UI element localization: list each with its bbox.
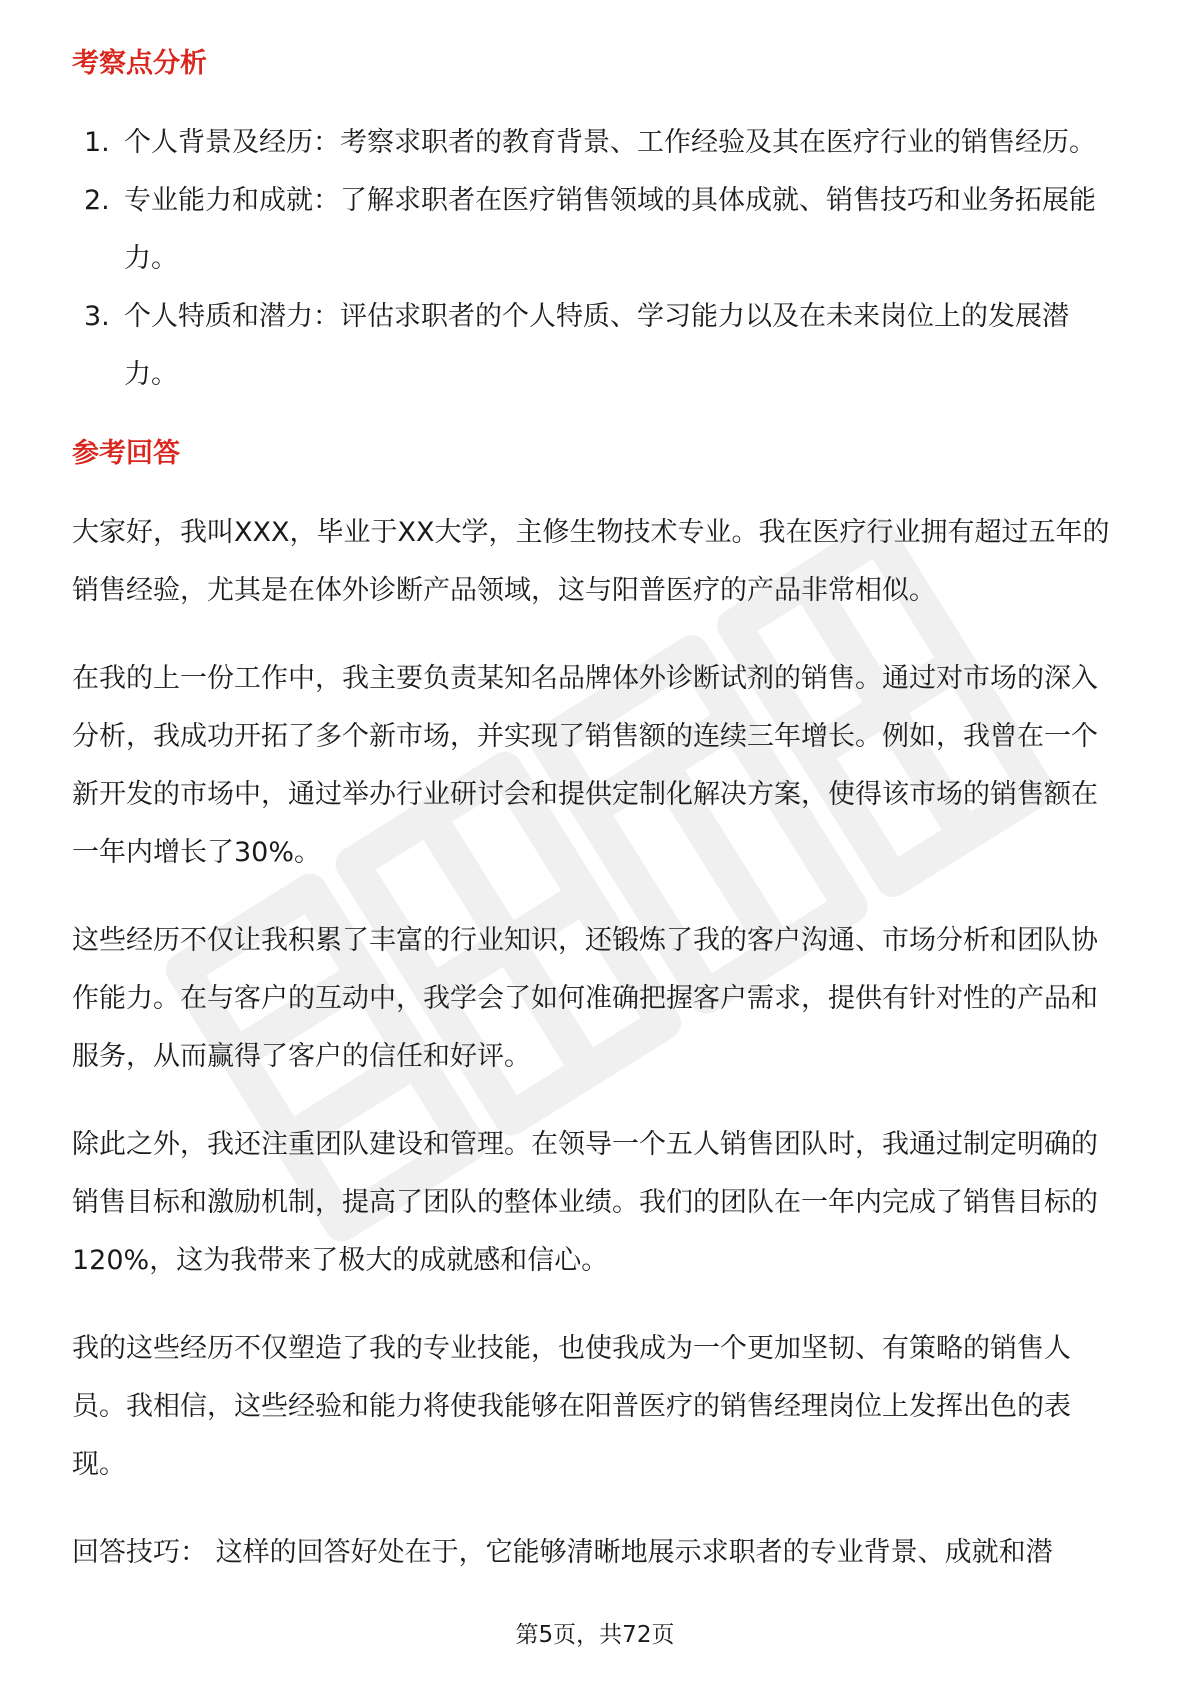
list-item bbox=[72, 288, 1122, 404]
analysis-points-list bbox=[72, 114, 1122, 404]
list-item-number: 2. bbox=[84, 185, 110, 216]
list-item bbox=[72, 172, 1122, 288]
answer-paragraph: 在我的上一份工作中，我主要负责某知名品牌体外诊断试剂的销售。通过对市场的深入分析，我成功开拓了多个新市场，并实现了销售额的连续三年增长。例如，我曾在一个新开发的市场中，通过举办行业研讨会和提供定制化解决方案，使得该市场的销售额在一年内增长了30%。 bbox=[72, 663, 1098, 868]
analysis-heading: 考察点分析 bbox=[72, 48, 207, 79]
answer-paragraph: 大家好，我叫XXX，毕业于XX大学，主修生物技术专业。我在医疗行业拥有超过五年的销售经验，尤其是在体外诊断产品领域，这与阳普医疗的产品非常相似。 bbox=[72, 517, 1110, 606]
document-body bbox=[72, 44, 1122, 1582]
page-number: 第5页，共72页 bbox=[515, 1622, 675, 1648]
list-item-text: 专业能力和成就：了解求职者在医疗销售领域的具体成就、销售技巧和业务拓展能力。 bbox=[124, 185, 1096, 274]
list-item-text: 个人背景及经历：考察求职者的教育背景、工作经验及其在医疗行业的销售经历。 bbox=[124, 127, 1096, 158]
answer-paragraph: 我的这些经历不仅塑造了我的专业技能，也使我成为一个更加坚韧、有策略的销售人员。我相信，这些经验和能力将使我能够在阳普医疗的销售经理岗位上发挥出色的表现。 bbox=[72, 1333, 1071, 1480]
answer-tips: 回答技巧： 这样的回答好处在于，它能够清晰地展示求职者的专业背景、成就和潜 bbox=[72, 1537, 1053, 1568]
list-item bbox=[72, 114, 1122, 172]
answer-paragraph: 这些经历不仅让我积累了丰富的行业知识，还锻炼了我的客户沟通、市场分析和团队协作能力。在与客户的互动中，我学会了如何准确把握客户需求，提供有针对性的产品和服务，从而赢得了客户的信任和好评。 bbox=[72, 925, 1098, 1072]
answer-paragraph: 除此之外，我还注重团队建设和管理。在领导一个五人销售团队时，我通过制定明确的销售目标和激励机制，提高了团队的整体业绩。我们的团队在一年内完成了销售目标的120%，这为我带来了极大的成就感和信心。 bbox=[72, 1129, 1098, 1276]
list-item-number: 1. bbox=[84, 127, 110, 158]
list-item-number: 3. bbox=[84, 301, 110, 332]
answer-heading: 参考回答 bbox=[72, 438, 180, 469]
list-item-text: 个人特质和潜力：评估求职者的个人特质、学习能力以及在未来岗位上的发展潜力。 bbox=[124, 301, 1069, 390]
